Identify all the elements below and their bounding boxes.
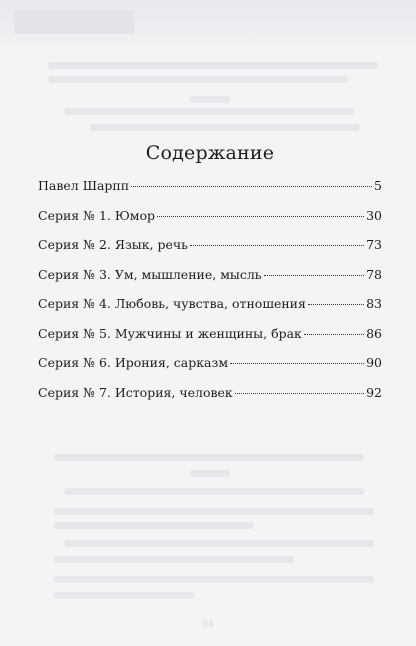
- toc-entry[interactable]: [38, 237, 382, 267]
- toc-entry-page: 5: [374, 178, 382, 193]
- toc-entries: [38, 178, 382, 414]
- toc-entry[interactable]: [38, 267, 382, 297]
- table-of-contents: [38, 142, 382, 414]
- show-through-line: [54, 556, 294, 563]
- toc-entry-page: 86: [366, 325, 382, 341]
- toc-entry-label: Серия № 3. Ум, мышление, мысль: [38, 266, 262, 282]
- show-through-line: [190, 470, 230, 477]
- show-through-line: [48, 62, 378, 69]
- toc-entry[interactable]: [38, 385, 382, 415]
- toc-dot-leader: [264, 275, 364, 276]
- toc-entry-label: Серия № 7. История, человек: [38, 384, 233, 400]
- show-through-line: [54, 592, 194, 599]
- toc-entry-label: Павел Шарпп: [38, 178, 130, 193]
- toc-dot-leader: [230, 363, 364, 364]
- toc-entry[interactable]: [38, 296, 382, 326]
- toc-entry-page: 92: [366, 384, 382, 400]
- toc-entry[interactable]: [38, 178, 382, 208]
- toc-entry-page: 73: [366, 237, 382, 252]
- show-through-line: [90, 124, 360, 131]
- show-through-line: [64, 108, 354, 115]
- toc-dot-leader: [235, 393, 364, 394]
- toc-entry-label: Серия № 6. Ирония, сарказм: [38, 355, 229, 370]
- toc-entry-page: 83: [366, 296, 382, 311]
- show-through-line: [64, 540, 374, 547]
- toc-entry-label: Серия № 5. Мужчины и женщины, брак: [38, 325, 302, 341]
- toc-dot-leader: [308, 304, 364, 305]
- toc-entry-label: Серия № 4. Любовь, чувства, отношения: [38, 296, 306, 311]
- show-through-line: [48, 76, 348, 83]
- show-through-header: [0, 0, 416, 44]
- toc-entry-label: Серия № 1. Юмор: [38, 207, 156, 223]
- show-through-line: [54, 508, 374, 515]
- toc-entry[interactable]: [38, 208, 382, 238]
- toc-entry-page: 30: [366, 207, 382, 223]
- page-number: 94: [202, 620, 214, 630]
- toc-entry-label: Серия № 2. Язык, речь: [38, 237, 188, 252]
- show-through-line: [54, 454, 364, 461]
- show-through-line: [190, 96, 230, 103]
- page-title: Содержание: [145, 142, 275, 164]
- toc-entry-page: 90: [366, 355, 382, 370]
- show-through-header-tab: [14, 10, 134, 34]
- toc-dot-leader: [190, 245, 364, 246]
- toc-dot-leader: [157, 216, 364, 217]
- toc-dot-leader: [131, 186, 372, 187]
- toc-entry[interactable]: [38, 326, 382, 356]
- toc-entry[interactable]: [38, 355, 382, 385]
- toc-entry-page: 78: [366, 266, 382, 282]
- toc-dot-leader: [304, 334, 364, 335]
- show-through-line: [64, 488, 364, 495]
- show-through-line: [54, 576, 374, 583]
- show-through-line: [54, 522, 254, 529]
